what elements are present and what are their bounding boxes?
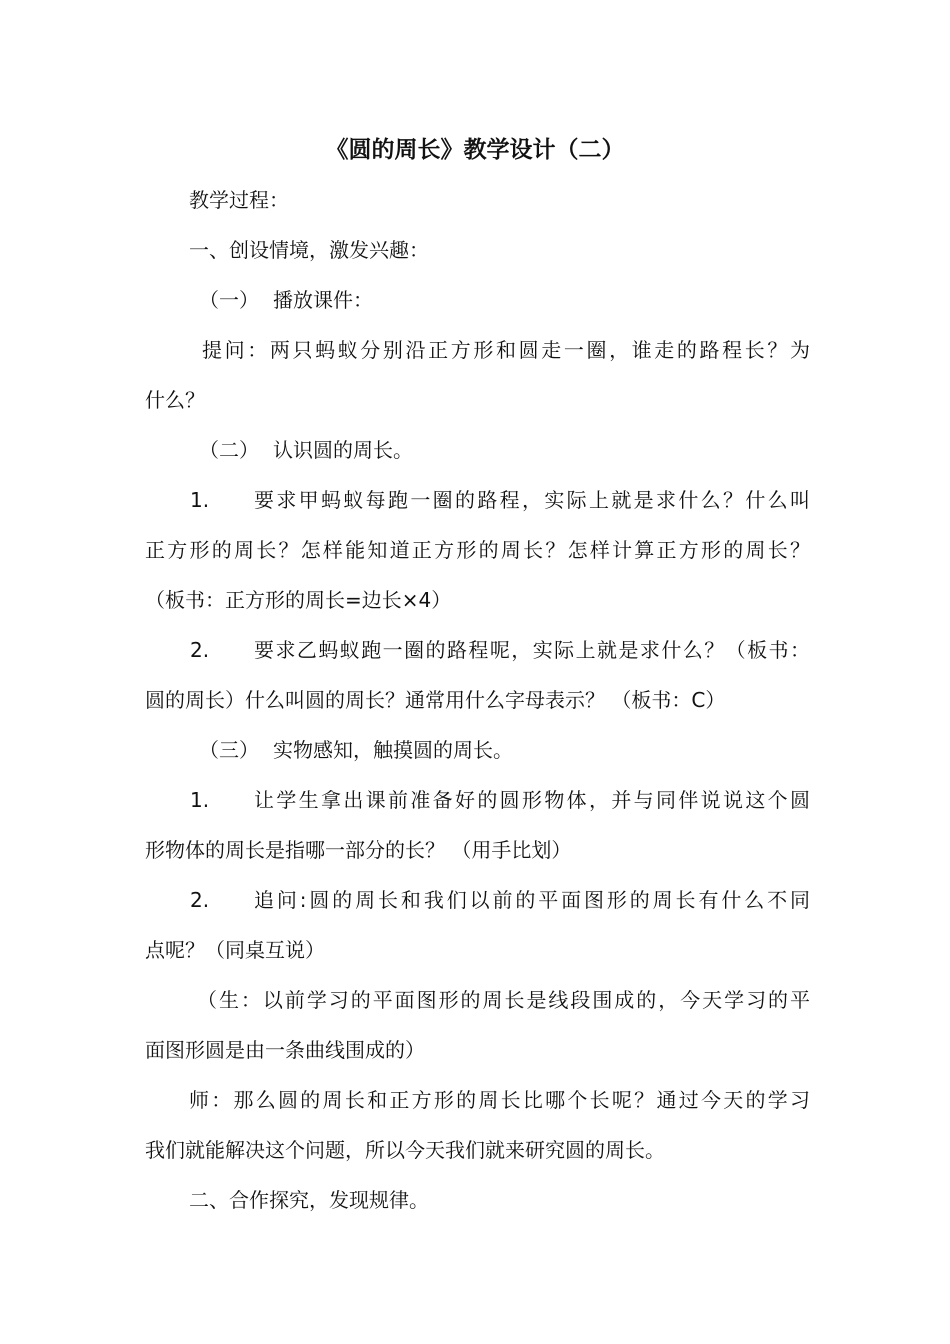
list-item-2a xyxy=(145,636,810,664)
paragraph-student-answer-cont: 面图形圆是由一条曲线围成的） xyxy=(145,1038,425,1062)
paragraph-question: 提问：两只蚂蚁分别沿正方形和圆走一圈，谁走的路程长？为 xyxy=(202,338,810,362)
subheading-number: （一） xyxy=(199,288,259,312)
list-item-1a xyxy=(145,486,810,514)
text: 要求甲蚂蚁每跑一圈的路程，实际上就是求什么？什么叫 xyxy=(254,488,810,512)
paragraph-teacher-cont: 我们就能解决这个问题，所以今天我们就来研究圆的周长。 xyxy=(145,1138,665,1162)
list-item-1b xyxy=(145,786,810,814)
text: 教学过程： xyxy=(189,188,289,212)
document-title: 《圆的周长》教学设计（二） xyxy=(325,137,625,163)
text: 认识圆的周长。 xyxy=(273,438,413,462)
text: 一、创设情境，激发兴趣： xyxy=(189,238,429,262)
subheading-1 xyxy=(145,286,864,314)
list-item-1b-cont: 形物体的周长是指哪一部分的长？ （用手比划） xyxy=(145,838,572,862)
heading-section-1 xyxy=(145,236,854,264)
subheading-number: （二） xyxy=(199,438,259,462)
list-number: 2. xyxy=(190,888,210,912)
text: 播放课件： xyxy=(273,288,373,312)
list-item-2a-cont: 圆的周长）什么叫圆的周长？通常用什么字母表示？ （板书：C） xyxy=(145,688,726,712)
text: 让学生拿出课前准备好的圆形物体，并与同伴说说这个圆 xyxy=(254,788,810,812)
list-number: 1. xyxy=(190,788,210,812)
text: 实物感知，触摸圆的周长。 xyxy=(273,738,513,762)
paragraph-teacher: 师：那么圆的周长和正方形的周长比哪个长呢？通过今天的学习 xyxy=(189,1088,810,1112)
subheading-3 xyxy=(145,736,864,764)
text: 要求乙蚂蚁跑一圈的路程呢，实际上就是求什么？（板书： xyxy=(254,638,810,662)
paragraph-question-cont: 什么？ xyxy=(145,388,205,412)
subheading-number: （三） xyxy=(199,738,259,762)
text: 追问:圆的周长和我们以前的平面图形的周长有什么不同 xyxy=(254,888,810,912)
list-item-2b xyxy=(145,886,810,914)
list-item-1a-cont2: （板书：正方形的周长=边长×4） xyxy=(145,588,452,612)
paragraph-teaching-process xyxy=(145,186,854,214)
list-number: 2. xyxy=(190,638,210,662)
list-number: 1. xyxy=(190,488,210,512)
paragraph-student-answer: （生：以前学习的平面图形的周长是线段围成的，今天学习的平 xyxy=(197,988,810,1012)
subheading-2 xyxy=(145,436,864,464)
heading-section-2 xyxy=(145,1186,854,1214)
list-item-2b-cont: 点呢？（同桌互说） xyxy=(145,938,325,962)
list-item-1a-cont: 正方形的周长？怎样能知道正方形的周长？怎样计算正方形的周长？ xyxy=(145,538,810,562)
text: 二、合作探究，发现规律。 xyxy=(189,1188,429,1212)
